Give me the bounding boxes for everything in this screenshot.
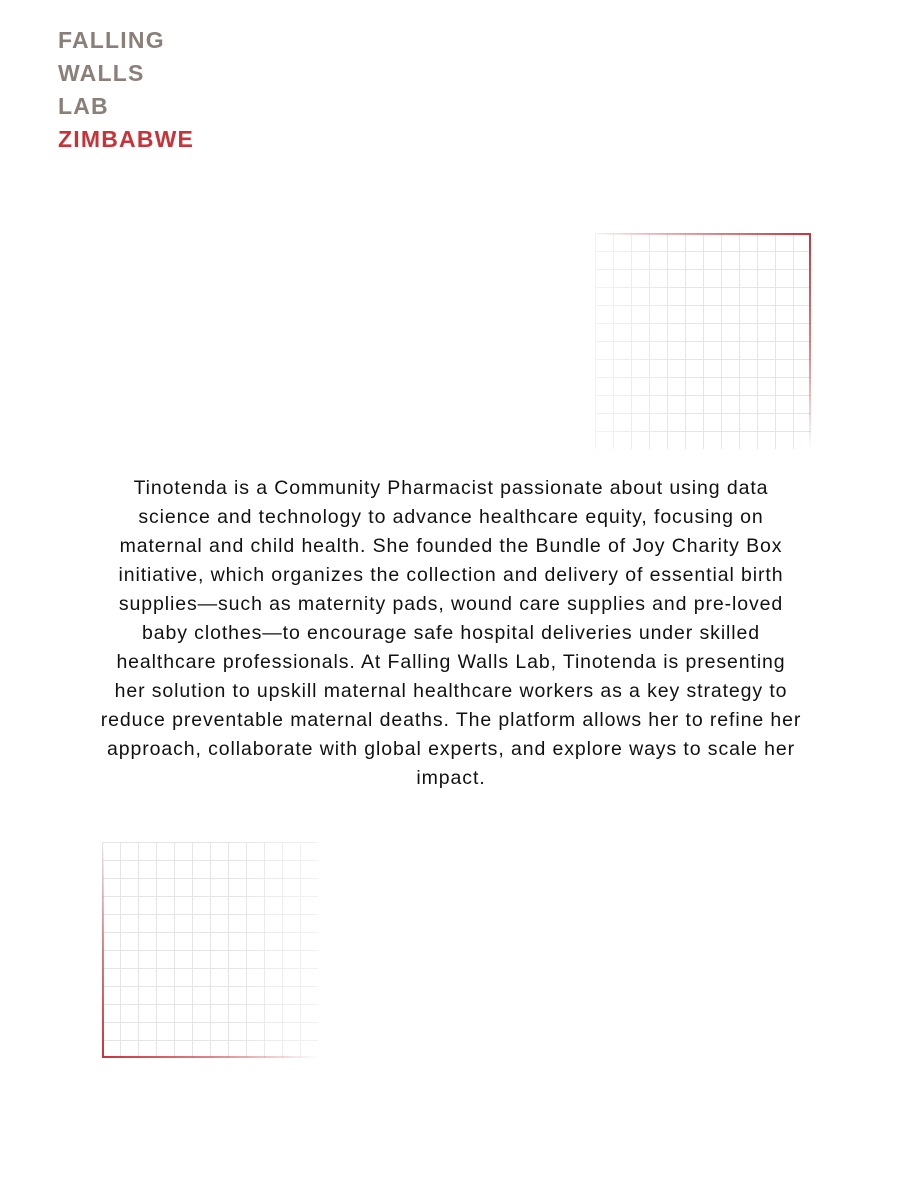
grid-red-edge-right xyxy=(809,233,811,449)
logo-line-falling: FALLING xyxy=(58,27,165,53)
grid-red-edge-left xyxy=(102,842,104,1058)
grid-fade-overlay xyxy=(595,233,811,449)
falling-walls-lab-zimbabwe-logo xyxy=(58,24,194,156)
logo-line-zimbabwe: ZIMBABWE xyxy=(58,126,195,152)
logo-line-lab: LAB xyxy=(58,93,109,119)
grid-decoration-top-right xyxy=(595,233,811,449)
grid-decoration-bottom-left xyxy=(102,842,318,1058)
logo-line-walls: WALLS xyxy=(58,60,145,86)
grid-red-edge-top xyxy=(595,233,811,235)
grid-red-edge-bottom xyxy=(102,1056,318,1058)
grid-fade-overlay xyxy=(102,842,318,1058)
bio-paragraph: Tinotenda is a Community Pharmacist passionate about using data science and technology to advance healthcare equity, focusing on maternal and child health. She founded the Bundle of Joy Charity Box initiative, which organizes the collection and delivery of essential birth supplies—such as maternity pads, wound care supplies and pre-loved baby clothes—to encourage safe hospital deliveries under skilled healthcare professionals. At Falling Walls Lab, Tinotenda is presenting her solution to upskill maternal healthcare workers as a key strategy to reduce preventable maternal deaths. The platform allows her to refine her approach, collaborate with global experts, and explore ways to scale her impact. xyxy=(100,477,802,789)
